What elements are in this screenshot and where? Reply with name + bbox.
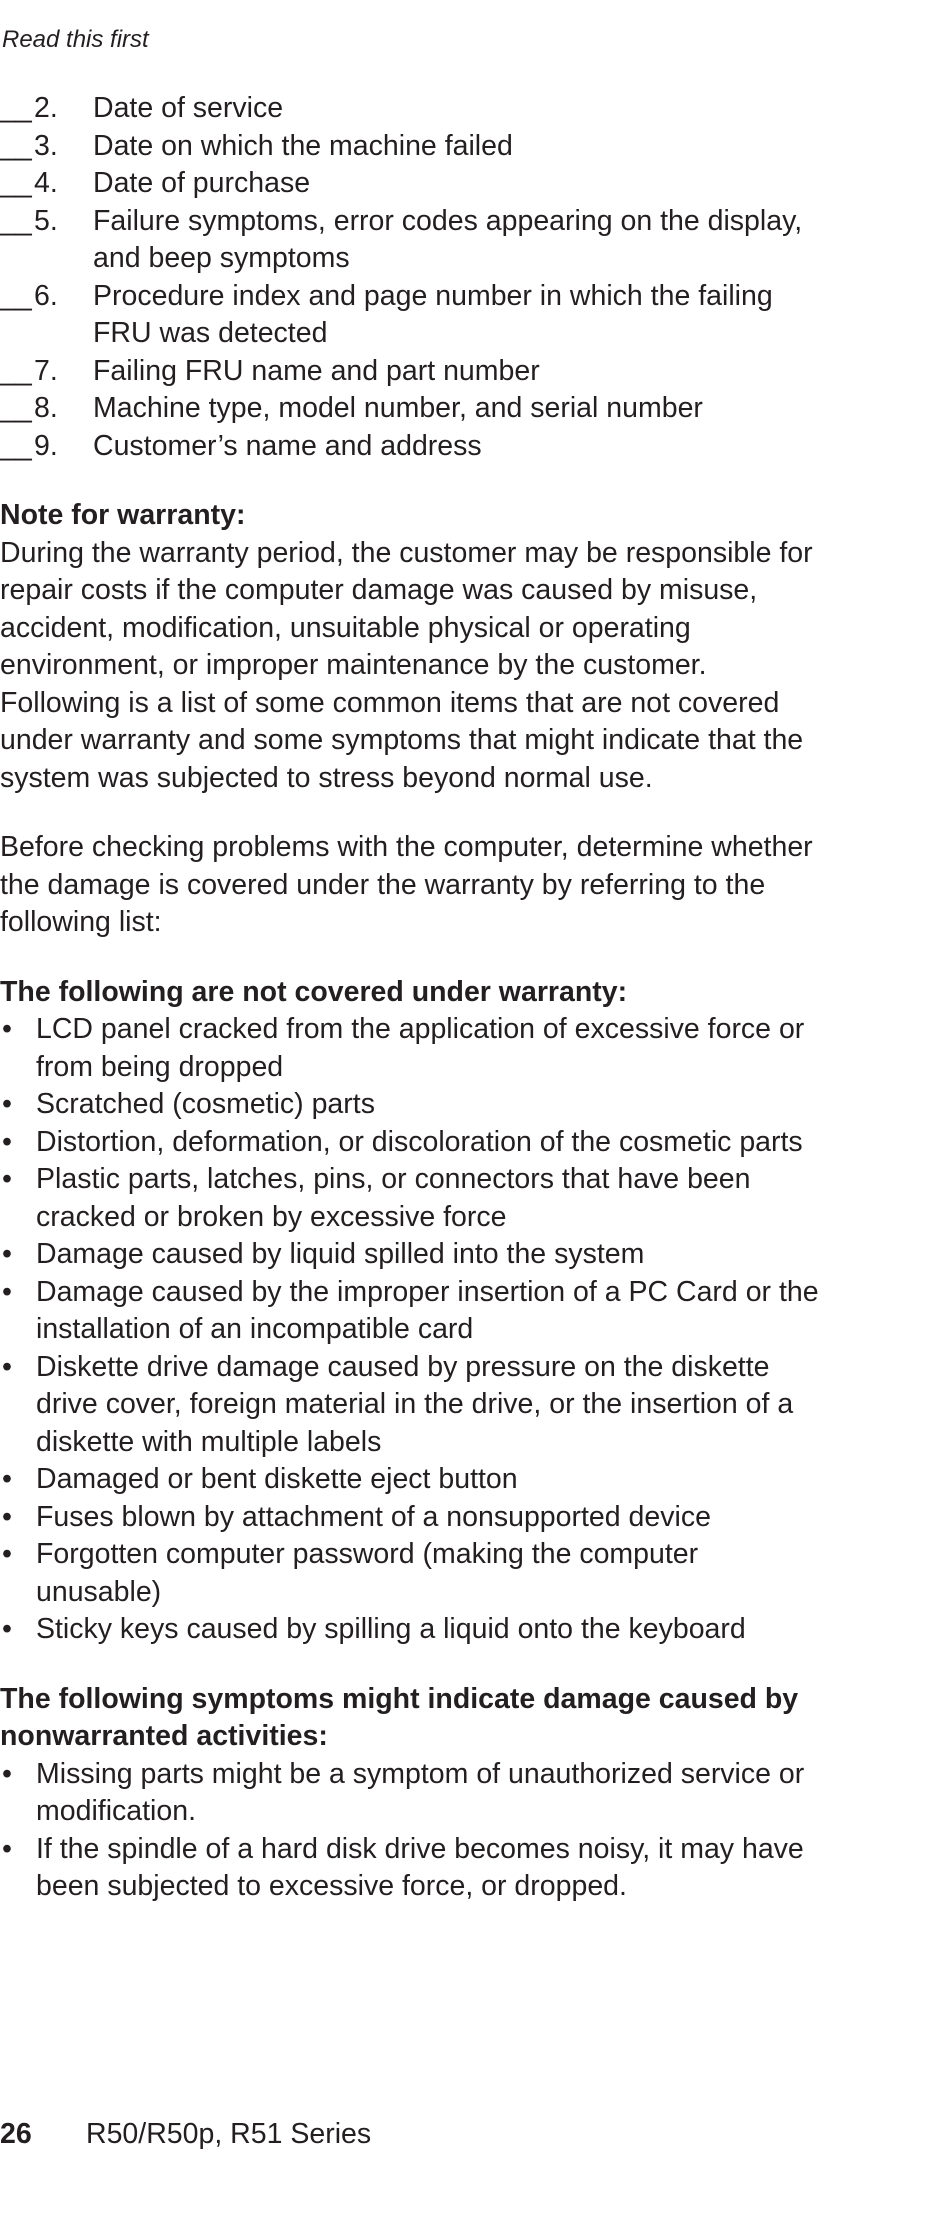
checklist-item: [0, 428, 820, 466]
bullet-icon: •: [2, 1163, 12, 1195]
bullet-icon: •: [2, 1613, 12, 1645]
item-text: Failure symptoms, error codes appearing on the display, and beep symptoms: [93, 204, 803, 274]
running-header: Read this first: [2, 26, 149, 53]
checkbox-blank: __: [0, 92, 32, 124]
item-text: Date on which the machine failed: [93, 129, 513, 162]
list-item: [0, 1124, 820, 1162]
checklist-item: [0, 128, 820, 166]
list-item-text: Missing parts might be a symptom of unauthorized service or modification.: [36, 1757, 805, 1827]
list-item: [0, 1611, 820, 1649]
list-item-text: Diskette drive damage caused by pressure on the diskette drive cover, foreign material in the drive, or the insertion of a diskette with multiple labels: [36, 1350, 794, 1458]
checklist-item: [0, 353, 820, 391]
list-item: [0, 1831, 820, 1906]
item-text: Customer’s name and address: [93, 429, 482, 462]
symptoms-list: [0, 1756, 820, 1906]
bullet-icon: •: [2, 1088, 12, 1120]
list-item-text: Damage caused by liquid spilled into the system: [36, 1238, 645, 1270]
list-item: [0, 1236, 820, 1274]
not-covered-heading: The following are not covered under warranty:: [0, 975, 628, 1008]
checkbox-blank: __: [0, 204, 32, 237]
checklist-item: [0, 390, 820, 428]
checklist: [0, 90, 820, 465]
checklist-item: [0, 203, 820, 278]
item-number: 9.: [34, 429, 58, 462]
checkbox-blank: __: [0, 129, 32, 162]
not-covered-list: [0, 1011, 820, 1649]
item-number: 4.: [34, 167, 58, 199]
checkbox-blank: __: [0, 167, 32, 199]
item-text: Failing FRU name and part number: [93, 354, 540, 387]
item-text: Machine type, model number, and serial number: [93, 392, 703, 424]
bullet-icon: •: [2, 1832, 12, 1865]
warranty-check-paragraph: Before checking problems with the computer, determine whether the damage is covered under the warranty by referring to the following list:: [0, 831, 813, 938]
item-number: 5.: [34, 204, 58, 237]
list-item-text: Sticky keys caused by spilling a liquid onto the keyboard: [36, 1613, 746, 1645]
list-item: [0, 1536, 820, 1611]
list-item-text: Forgotten computer password (making the computer unusable): [36, 1538, 699, 1608]
list-item: [0, 1756, 820, 1831]
list-item-text: If the spindle of a hard disk drive becomes noisy, it may have been subjected to excessive force, or dropped.: [36, 1832, 804, 1902]
checkbox-blank: __: [0, 354, 32, 387]
bullet-icon: •: [2, 1125, 12, 1158]
list-item: [0, 1349, 820, 1462]
item-text: Procedure index and page number in which the failing FRU was detected: [93, 279, 773, 349]
list-item-text: LCD panel cracked from the application of excessive force or from being dropped: [36, 1013, 805, 1083]
list-item-text: Plastic parts, latches, pins, or connectors that have been cracked or broken by excessive force: [36, 1163, 751, 1233]
checklist-item: [0, 278, 820, 353]
list-item: [0, 1161, 820, 1236]
symptoms-heading: The following symptoms might indicate damage caused by nonwarranted activities:: [0, 1682, 799, 1752]
list-item: [0, 1274, 820, 1349]
bullet-icon: •: [2, 1500, 12, 1533]
list-item: [0, 1011, 820, 1086]
list-item-text: Fuses blown by attachment of a nonsupported device: [36, 1500, 711, 1533]
item-number: 3.: [34, 129, 58, 162]
checklist-item: [0, 90, 820, 128]
bullet-icon: •: [2, 1538, 12, 1570]
bullet-icon: •: [2, 1013, 12, 1045]
item-number: 2.: [34, 92, 58, 124]
list-item: [0, 1461, 820, 1499]
bullet-icon: •: [2, 1238, 12, 1270]
checklist-item: [0, 165, 820, 203]
page-content: [0, 90, 820, 1906]
bullet-icon: •: [2, 1463, 12, 1495]
series-title: R50/R50p, R51 Series: [86, 2118, 372, 2150]
item-number: 6.: [34, 279, 58, 312]
bullet-icon: •: [2, 1757, 12, 1790]
warranty-note-heading: Note for warranty:: [0, 499, 246, 531]
list-item-text: Distortion, deformation, or discoloration of the cosmetic parts: [36, 1125, 803, 1158]
item-text: Date of purchase: [93, 167, 311, 199]
checkbox-blank: __: [0, 279, 32, 312]
list-item-text: Damage caused by the improper insertion of a PC Card or the installation of an incompatible card: [36, 1275, 819, 1345]
list-item-text: Damaged or bent diskette eject button: [36, 1463, 518, 1495]
list-item-text: Scratched (cosmetic) parts: [36, 1088, 375, 1120]
checkbox-blank: __: [0, 392, 32, 424]
bullet-icon: •: [2, 1275, 12, 1308]
page-footer: [0, 2117, 371, 2151]
page-number: 26: [0, 2118, 32, 2150]
bullet-icon: •: [2, 1350, 12, 1383]
checkbox-blank: __: [0, 429, 32, 462]
item-text: Date of service: [93, 92, 284, 124]
warranty-note-paragraph: During the warranty period, the customer may be responsible for repair costs if the computer damage was caused by misuse, accident, modification, unsuitable physical or operating environment, or improper maintenance by the customer. Following is a list of some common items that are not covered under warranty and some symptoms that might indicate that the system was subjected to stress beyond normal use.: [0, 536, 813, 794]
item-number: 8.: [34, 392, 58, 424]
list-item: [0, 1086, 820, 1124]
item-number: 7.: [34, 354, 58, 387]
list-item: [0, 1499, 820, 1537]
